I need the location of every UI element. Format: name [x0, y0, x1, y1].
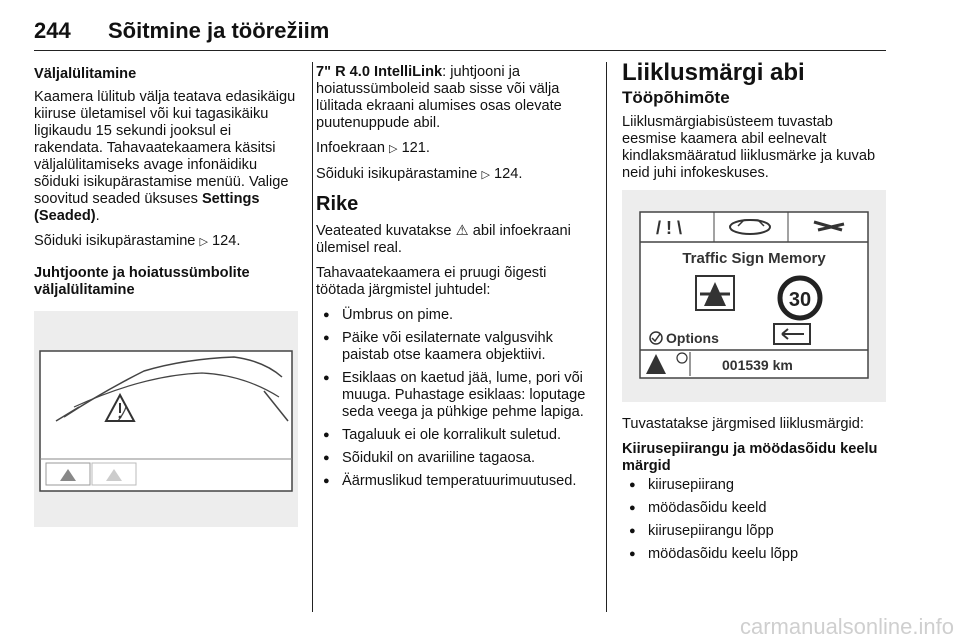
paragraph-personalization-ref: Sõiduki isikupärastamine ▷ 124. — [34, 233, 241, 249]
paragraph-error-messages: Veateated kuvatakse ⚠ abil infoekraani ülemisel real. — [316, 223, 571, 256]
list-item: ● Päike või esilaternate valgusvihk paistab otse kaamera objektiivi. — [316, 330, 598, 364]
page-number: 244 — [34, 18, 71, 43]
list-item: ● Ümbrus on pime. — [316, 307, 598, 324]
traffic-sign-screen-drawing — [622, 190, 886, 402]
rear-camera-screen-drawing — [34, 311, 298, 527]
list-item: ● Tagaluuk ei ole korralikult suletud. — [316, 427, 598, 444]
conditions-list — [316, 307, 598, 490]
odometer-value: 001539 km — [722, 357, 793, 373]
paragraph-camera-off: Kaamera lülitub välja teatava edasikäigu kiiruse ületamisel või kui tagasikäiku ligikaudu 15 sekundi jooksul ei rakendata. Tahavaatekaamera käsitsi väljalülitamiseks avage infonäidiku sõiduki isikupärastamise menüü. Valige soovitud seaded üksuses Settings (Seaded). — [34, 89, 296, 224]
list-item: ● möödasõidu keelu lõpp — [622, 546, 886, 563]
list-item: ● Esiklaas on kaetud jää, lume, pori või muuga. Puhastage esiklaas: loputage seda veega ja pühkige pehme lapiga. — [316, 370, 598, 421]
page-title: Sõitmine ja töörežiim — [108, 18, 330, 43]
list-item: ● möödasõidu keeld — [622, 500, 886, 517]
lane-icon: / ! \ — [656, 218, 682, 238]
paragraph-personalization-ref-2: Sõiduki isikupärastamine ▷ 124. — [316, 166, 523, 182]
page-header — [34, 18, 886, 52]
watermark: carmanualsonline.info — [739, 614, 954, 639]
traffic-sign-figure — [622, 190, 886, 402]
page-ref-icon: ▷ — [199, 236, 208, 248]
column-2 — [316, 64, 598, 496]
column-1 — [34, 64, 304, 527]
list-item: ● Äärmuslikud temperatuurimuutused. — [316, 473, 598, 490]
warning-triangle-icon: ⚠ — [455, 223, 469, 239]
heading-principle: Tööpõhimõte — [622, 88, 730, 107]
column-divider-2 — [606, 62, 607, 612]
paragraph-infoscreen-ref: Infoekraan ▷ 121. — [316, 140, 430, 156]
options-label: Options — [666, 330, 719, 346]
heading-speed-signs: Kiirusepiirangu ja möödasõidu keelu märgid — [622, 441, 878, 474]
signs-list — [622, 477, 886, 563]
list-item: ● kiirusepiirangu lõpp — [622, 523, 886, 540]
settings-label: Settings (Seaded) — [34, 191, 260, 224]
page-ref-icon: ▷ — [481, 169, 490, 181]
column-divider-1 — [312, 62, 313, 612]
screen-title: Traffic Sign Memory — [682, 250, 826, 267]
column-3 — [622, 59, 886, 569]
paragraph-intellilink: 7" R 4.0 IntelliLink: juhtjooni ja hoiatussümboleid saab sisse või välja lülitada ekraani alumises osas olevate puutenuppude abil. — [316, 64, 562, 131]
heading-guidelines-off: Juhtjoonte ja hoiatussümbolite väljalülitamine — [34, 265, 250, 298]
heading-traffic-sign-assist: Liiklusmärgi abi — [622, 59, 805, 86]
list-item: ● kiirusepiirang — [622, 477, 886, 494]
page-ref-icon: ▷ — [389, 143, 398, 155]
paragraph-detected-signs: Tuvastatakse järgmised liiklusmärgid: — [622, 416, 864, 432]
paragraph-principle: Liiklusmärgiabisüsteem tuvastab eesmise kaamera abil eelnevalt kindlaksmääratud liiklusmärke ja kuvab neid juhi infokeskuses. — [622, 114, 876, 181]
heading-rike: Rike — [316, 193, 359, 215]
list-item: ● Sõidukil on avariiline tagaosa. — [316, 450, 598, 467]
paragraph-camera-conditions: Tahavaatekaamera ei pruugi õigesti töötada järgmistel juhtudel: — [316, 265, 547, 298]
speed-limit-value: 30 — [788, 289, 812, 311]
header-rule — [34, 50, 886, 51]
heading-valjalulitamine: Väljalülitamine — [34, 66, 137, 82]
rear-camera-figure — [34, 311, 298, 527]
